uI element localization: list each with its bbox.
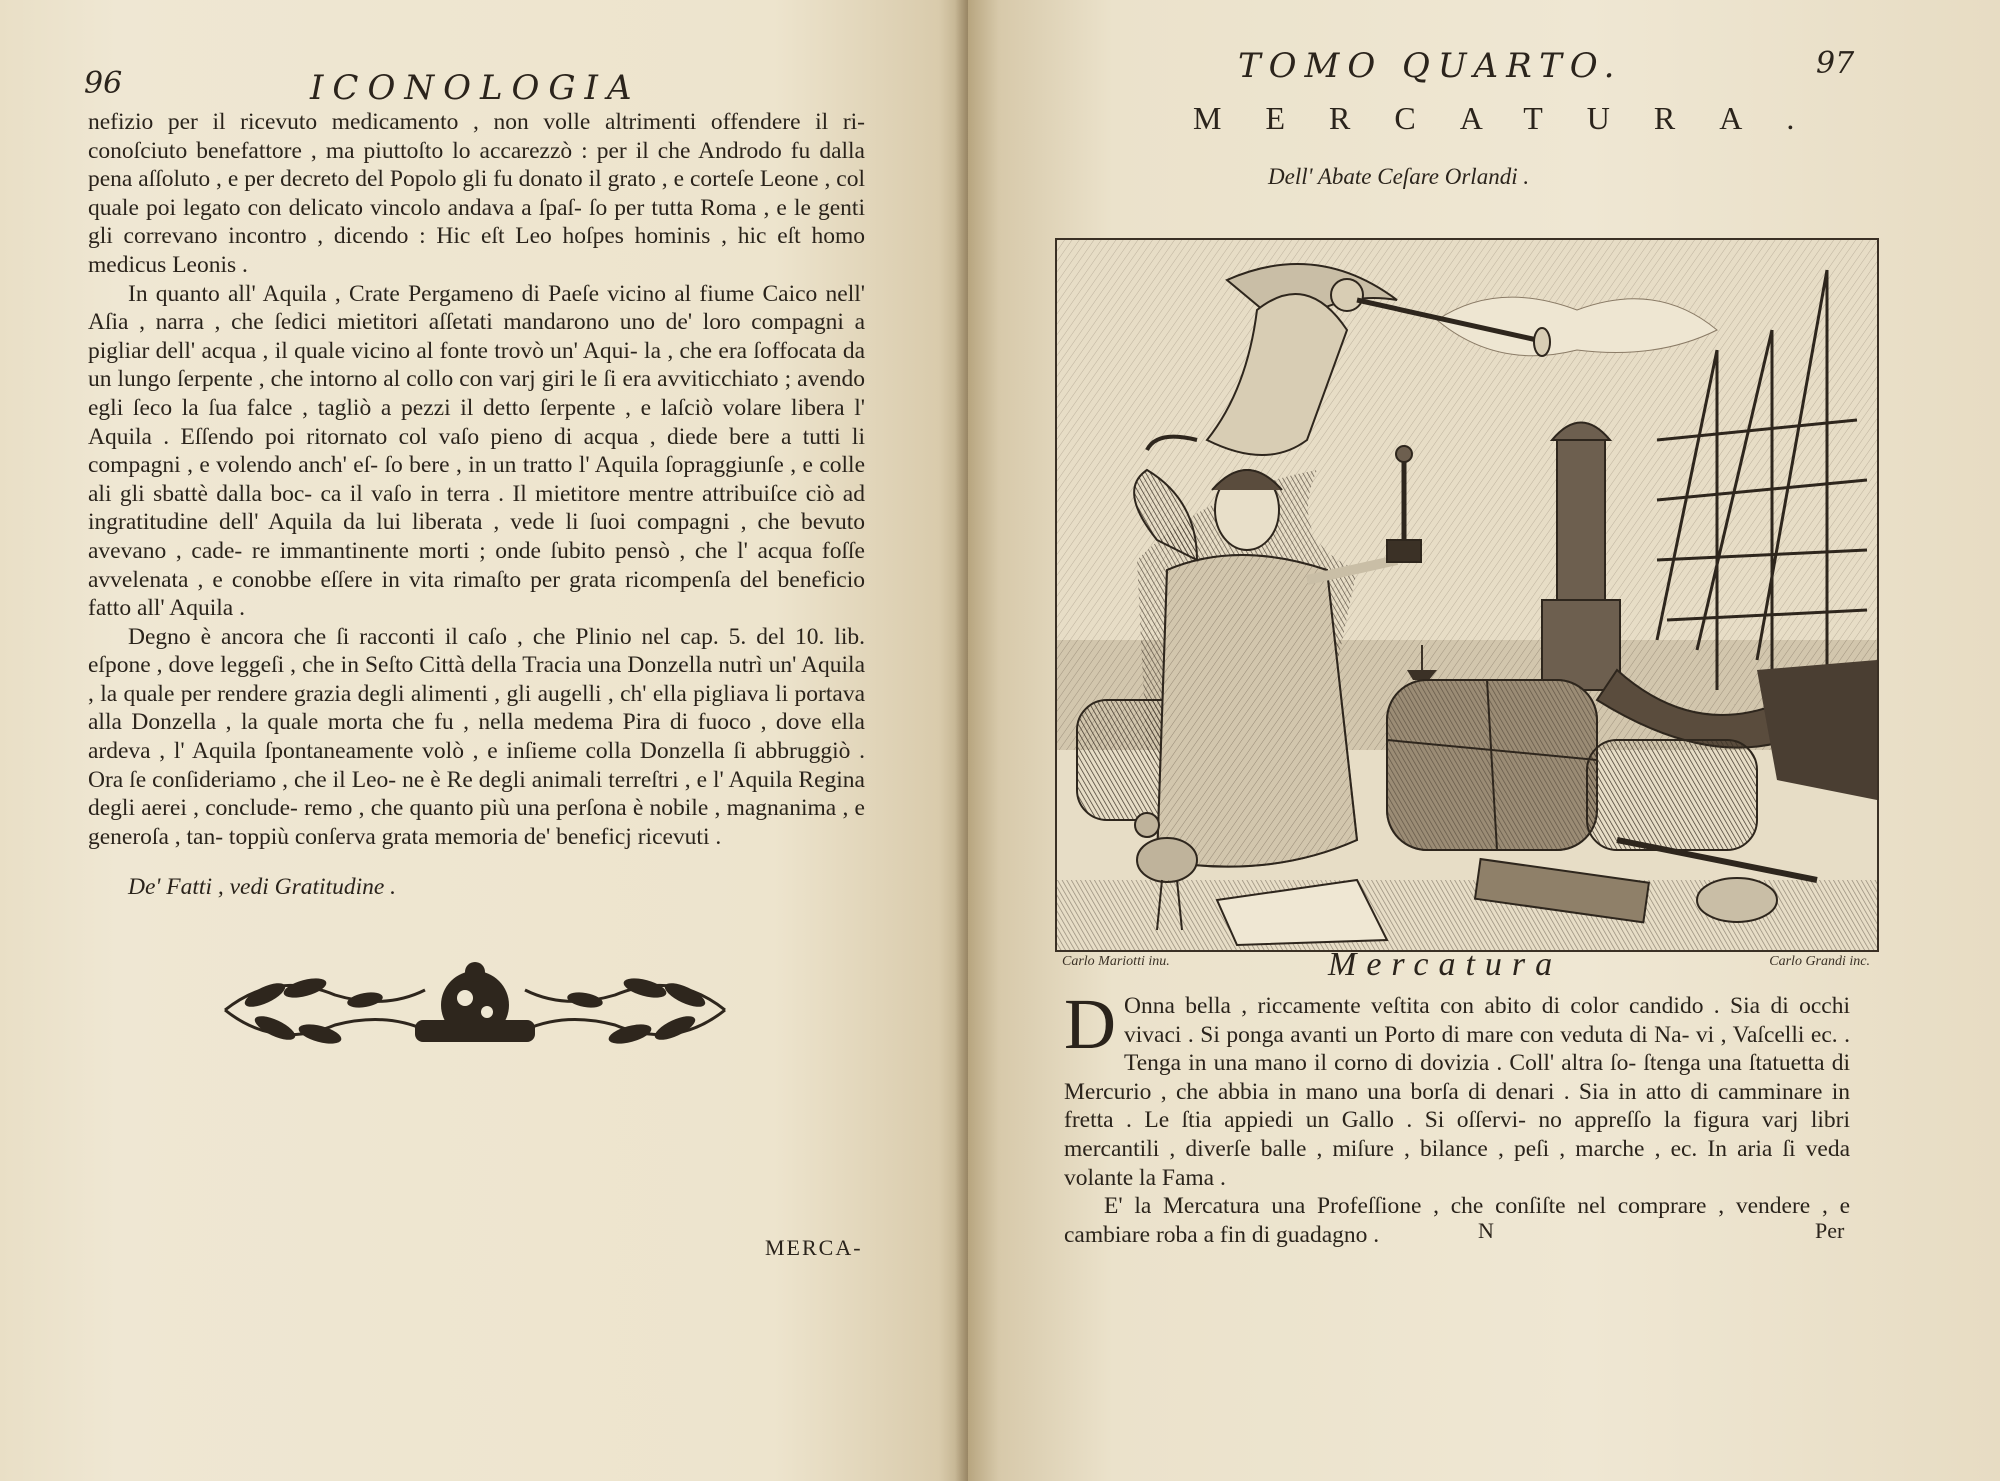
- left-folio: 96: [84, 66, 123, 101]
- right-running-head: TOMO QUARTO.: [1238, 46, 1623, 86]
- right-folio: 97: [1816, 46, 1855, 81]
- engraving-credit-designer: Carlo Mariotti inu.: [1062, 954, 1170, 969]
- left-page: [0, 0, 968, 1481]
- signature-mark: N: [1478, 1218, 1494, 1243]
- engraving-illustration: [1057, 240, 1877, 950]
- engraving-credit-engraver: Carlo Grandi inc.: [1769, 954, 1870, 969]
- engraving-caption: Mercatura: [1328, 946, 1563, 983]
- engraving-mercatura: [1055, 238, 1879, 952]
- left-paragraph-2: In quanto all' Aquila , Crate Pergameno di Paeſe vicino al fiume Caico nell' Aſia , narra , che ſedici mietitori aſſetati mandarono uno de' loro compagni a pigliar dell' acqua , il quale vicino al fonte trovò un' Aqui- la , che era ſoffocata da un lungo ſerpente , che intorno al collo con varj giri le ſi era avviticchiato ; avendo egli ſeco la ſua falce , tagliò a pezzi il detto ſerpente , e laſciò volare libera l' Aquila . Eſſendo poi ritornato col vaſo pieno di acqua , diede bere a tutti li compagni , e volendo anch' eſ- ſo bere , in un tratto l' Aquila ſopraggiunſe , e colle ali gli sbattè dalla boc- ca il vaſo in terra . Il mietitore mentre attribuiſce ciò ad ingratitudine dell' Aquila da lui liberata , vede li ſuoi compagni , che bevuto avevano , cade- re immantinente morti ; onde ſubito pensò , che l' acqua foſſe avvelenata , e conobbe eſſere in vita rimaſto per grata ricompenſa del beneficio fatto all' Aquila .: [88, 280, 865, 622]
- right-body: [1064, 984, 1850, 1249]
- right-paragraph-1-text: Onna bella , riccamente veſtita con abito di color candido . Sia di occhi vivaci . Si ponga avanti un Porto di mare con veduta di Na- vi , Vaſcelli ec. . Tenga in una mano il corno di dovizia . Coll' altra ſo- ſtenga una ſtatuetta di Mercurio , che abbia in mano una borſa di denari . Sia in atto di camminare in fretta . Le ſtia appiedi un Gallo . Si oſſervi- no appreſſo la figura varj libri mercantili , diverſe balle , miſure , bilance , peſi , marche , ec. In aria ſi veda volante la Fama .: [1064, 993, 1850, 1191]
- chapter-title: MERCATURA.: [1193, 100, 1839, 136]
- left-body: [88, 108, 865, 902]
- left-running-head: ICONOLOGIA: [310, 68, 641, 108]
- left-paragraph-3: Degno è ancora che ſi racconti il caſo , che Plinio nel cap. 5. del 10. lib. eſpone , dove leggeſi , che in Seſto Città della Tracia una Donzella nutrì un' Aquila , la quale per rendere grazia degli alimenti , gli augelli , ch' ella pigliava li portava alla Donzella , la quale morta che fu , nella medema Pira di fuoco , dove ella ardeva , l' Aquila ſpontaneamente volò , e inſieme colla Donzella ſi abbruggiò . Ora ſe conſideriamo , che il Leo- ne è Re degli animali terreſtri , e l' Aquila Regina degli aerei , conclude- remo , che quanto più una perſona è nobile , magnanima , e generoſa , tan- toppiù conſerva grata memoria de' beneficj ricevuti .: [88, 623, 865, 850]
- chapter-byline: Dell' Abate Ceſare Orlandi .: [1268, 164, 1530, 189]
- ornament-tailpiece: [215, 950, 735, 1070]
- left-note: De' Fatti , vedi Gratitudine .: [128, 874, 397, 901]
- right-catchword: Per: [1815, 1218, 1845, 1243]
- dropcap-d: D: [1064, 984, 1116, 1064]
- right-paragraph-1: [1064, 984, 1850, 1192]
- left-paragraph-1: nefizio per il ricevuto medicamento , non volle altrimenti offendere il ri- conoſciuto benefattore , ma piuttoſto lo accarezzò : per il che Androdo fu dalla pena aſſoluto , e per decreto del Popolo gli fu donato il grato , e corteſe Leone , col quale poi legato con delicato vincolo andava a ſpaſ- ſo per tutta Roma , e le genti gli correvano incontro , dicendo : Hic eſt Leo hoſpes hominis , hic eſt homo medicus Leonis .: [88, 109, 865, 278]
- right-paragraph-2: E' la Mercatura una Profeſſione , che conſiſte nel comprare , vendere , e cambiare roba a fin di guadagno .: [1064, 1193, 1850, 1248]
- engraving-caption-row: [1058, 946, 1874, 983]
- left-catchword: MERCA-: [765, 1235, 863, 1260]
